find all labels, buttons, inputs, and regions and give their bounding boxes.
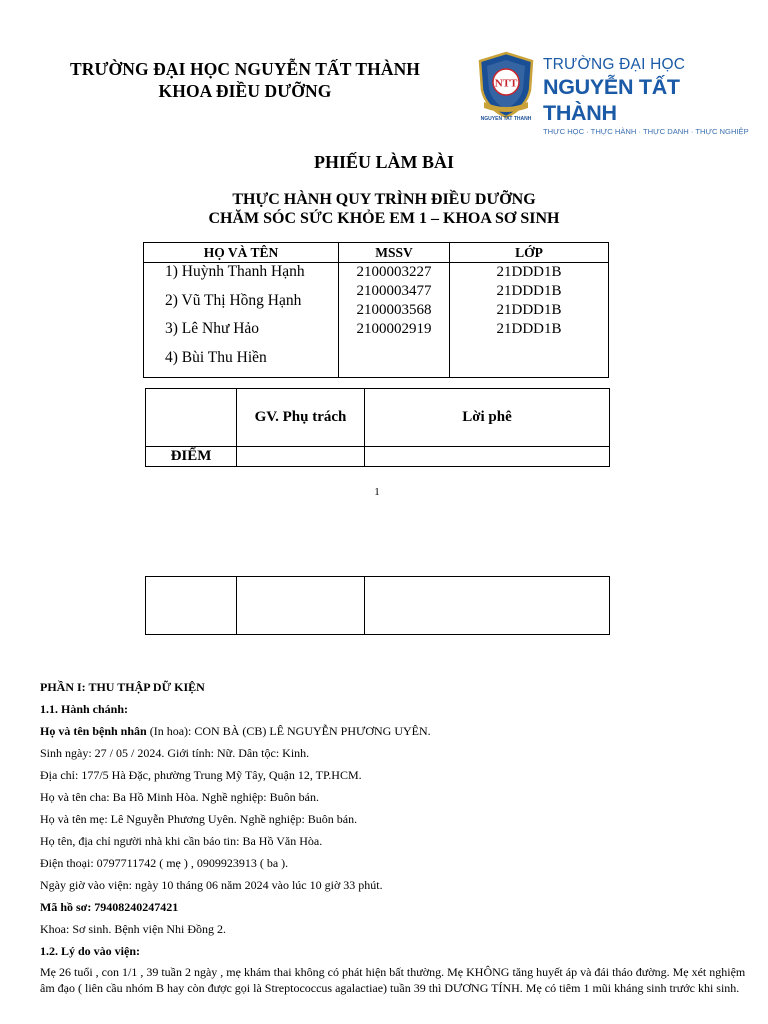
empty-cell	[146, 577, 237, 635]
part1-heading: PHẦN I: THU THẬP DỮ KIỆN	[40, 680, 205, 694]
part1-section	[40, 676, 752, 996]
reason-paragraph: Mẹ 26 tuổi , con 1/1 , 39 tuần 2 ngày , mẹ khám thai không có phát hiện bất thường. Mẹ KHÔNG tăng huyết áp và đái tháo đường. Mẹ xét nghiệm âm đạo ( liên cầu nhóm B hay còn được gọi là Streptococcus agalactiae) tuần 39 thì DƯƠNG TÍNH. Mẹ có tiêm 1 mũi kháng sinh trước khi sinh.	[40, 965, 746, 995]
grading-header-row	[146, 389, 610, 447]
logo-tagline: THỰC HỌC · THỰC HÀNH · THỰC DANH · THỰC NGHIỆP	[543, 127, 749, 136]
school-name: TRƯỜNG ĐẠI HỌC NGUYỄN TẤT THÀNH	[69, 59, 421, 79]
patient-name-line	[40, 720, 752, 742]
svg-text:NGUYEN TAT THANH: NGUYEN TAT THANH	[480, 116, 532, 122]
score-label: ĐIỂM	[146, 447, 237, 467]
student-name: 2) Vũ Thị Hồng Hạnh	[165, 291, 302, 309]
phone-line: Điện thoại: 0797711742 ( mẹ ) , 0909923913 ( ba ).	[40, 856, 289, 870]
students-table	[143, 242, 609, 378]
students-header-row	[144, 243, 609, 263]
university-seal-icon	[470, 50, 542, 122]
student-name: 4) Bùi Thu Hiền	[165, 348, 267, 366]
student-id: 2100003227	[356, 264, 432, 280]
logo-line-name: NGUYỄN TẤT THÀNH	[543, 75, 680, 125]
contact-line: Họ tên, địa chỉ người nhà khi cần báo tin: Ba Hồ Văn Hòa.	[40, 834, 323, 848]
practice-title	[0, 190, 768, 228]
practice-title-line1: THỰC HÀNH QUY TRÌNH ĐIỀU DƯỠNG	[232, 191, 536, 208]
header-name: HỌ VÀ TÊN	[144, 243, 339, 263]
logo-wordmark	[543, 56, 753, 138]
admission-line: Ngày giờ vào viện: ngày 10 tháng 06 năm 2024 vào lúc 10 giờ 33 phút.	[40, 878, 383, 892]
department-line: Khoa: Sơ sinh. Bệnh viện Nhi Đồng 2.	[40, 922, 227, 936]
students-body-row	[144, 263, 609, 378]
page-number: 1	[374, 486, 380, 498]
reason-heading: 1.2. Lý do vào viện:	[40, 944, 141, 958]
student-class: 21DDD1B	[496, 264, 562, 280]
record-line: Mã hồ sơ: 79408240247421	[40, 900, 179, 914]
class-cell	[450, 263, 609, 378]
student-id: 2100003568	[356, 302, 432, 318]
admin-heading: 1.1. Hành chánh:	[40, 702, 129, 716]
student-name: 1) Huỳnh Thanh Hạnh	[165, 263, 305, 280]
teacher-cell	[237, 447, 365, 467]
grading-score-row	[146, 447, 610, 467]
comment-header: Lời phê	[365, 389, 610, 447]
grading-table	[145, 388, 610, 467]
student-class: 21DDD1B	[496, 302, 562, 318]
patient-name-label: Họ và tên bệnh nhân	[40, 724, 147, 738]
teacher-header: GV. Phụ trách	[237, 389, 365, 447]
header-class: LỚP	[450, 243, 609, 263]
mssv-cell	[339, 263, 450, 378]
school-header	[40, 58, 450, 102]
father-line: Họ và tên cha: Ba Hồ Minh Hòa. Nghề nghiệp: Buôn bán.	[40, 790, 319, 804]
empty-cell	[237, 577, 365, 635]
svg-text:NTT: NTT	[494, 77, 518, 90]
student-name: 3) Lê Như Hảo	[165, 320, 260, 337]
logo-line-university: TRƯỜNG ĐẠI HỌC	[543, 56, 686, 73]
faculty-name: KHOA ĐIỀU DƯỠNG	[158, 81, 332, 101]
address-line: Địa chỉ: 177/5 Hà Đặc, phường Trung Mỹ Tây, Quận 12, TP.HCM.	[40, 768, 362, 782]
grading-blank-cell	[146, 389, 237, 447]
header-mssv: MSSV	[339, 243, 450, 263]
names-cell	[144, 263, 339, 378]
empty-grading-table	[145, 576, 610, 635]
comment-cell	[365, 447, 610, 467]
worksheet-title: PHIẾU LÀM BÀI	[313, 152, 454, 172]
practice-title-line2: CHĂM SÓC SỨC KHỎE EM 1 – KHOA SƠ SINH	[208, 210, 560, 227]
student-class: 21DDD1B	[496, 283, 562, 299]
empty-row	[146, 577, 610, 635]
mother-line: Họ và tên mẹ: Lê Nguyễn Phương Uyên. Nghề nghiệp: Buôn bán.	[40, 812, 358, 826]
patient-name-value: (In hoa): CON BÀ (CB) LÊ NGUYỄN PHƯƠNG UYÊN.	[146, 724, 431, 738]
student-id: 2100002919	[356, 321, 432, 337]
student-id: 2100003477	[356, 283, 432, 299]
empty-cell	[365, 577, 610, 635]
student-class: 21DDD1B	[496, 321, 562, 337]
dob-line: Sinh ngày: 27 / 05 / 2024. Giới tính: Nữ. Dân tộc: Kinh.	[40, 746, 310, 760]
